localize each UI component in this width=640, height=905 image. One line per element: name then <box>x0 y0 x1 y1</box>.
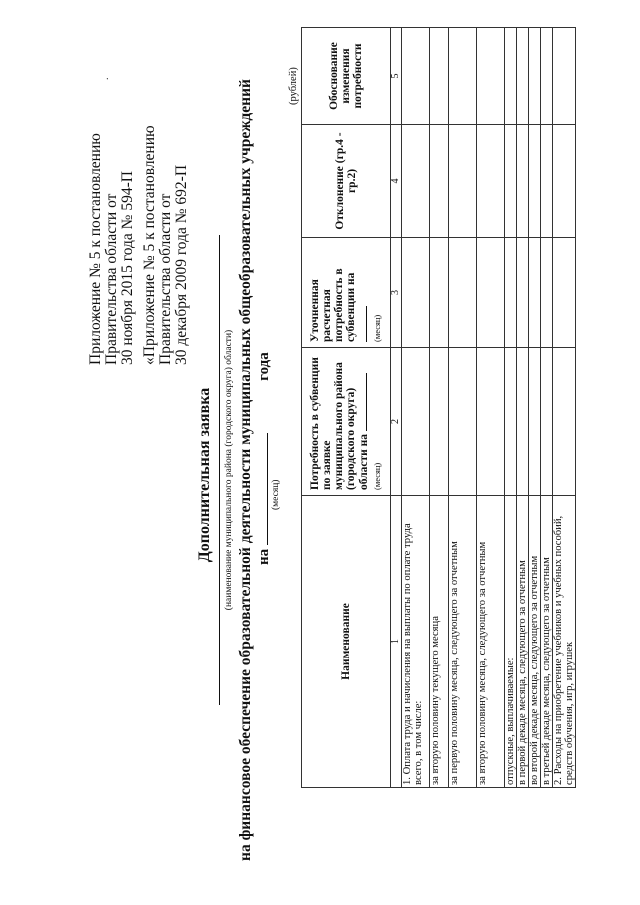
row-label: за вторую половину текущего месяца <box>430 496 449 788</box>
column-header-justification: Обоснование изменения потребности <box>302 28 391 125</box>
table-cell <box>517 348 529 496</box>
table-cell <box>430 28 449 125</box>
table-cell <box>402 348 430 496</box>
table-cell <box>529 238 541 348</box>
table-cell <box>449 348 477 496</box>
appendix-line: 30 декабря 2009 года № 692-П <box>173 164 190 365</box>
column-month-caption: (месяц) <box>372 314 382 342</box>
table-cell <box>477 28 505 125</box>
table-cell <box>477 238 505 348</box>
appendix-reference <box>88 45 136 365</box>
table-cell <box>505 238 517 348</box>
table-cell <box>505 125 517 238</box>
period-prefix: на <box>256 548 272 565</box>
appendix-line: Правительства области от <box>103 193 120 365</box>
table-cell <box>517 28 529 125</box>
table-cell <box>449 28 477 125</box>
row-label: 2. Расходы на приобретение учебников и учебных пособий, средств обучения, игр, игрушек <box>553 496 576 788</box>
column-number: 1 <box>391 496 402 788</box>
table-row <box>505 28 517 788</box>
column-number: 4 <box>391 125 402 238</box>
table-cell <box>402 28 430 125</box>
month-blank <box>255 433 268 545</box>
table-cell <box>430 348 449 496</box>
table-cell <box>529 125 541 238</box>
period-suffix: года <box>256 352 272 381</box>
document-title: Дополнительная заявка <box>196 387 213 563</box>
table-cell <box>529 348 541 496</box>
table-cell <box>477 348 505 496</box>
row-label: во второй декаде месяца, следующего за отчетным <box>529 496 541 788</box>
table-row <box>529 28 541 788</box>
appendix-line: Правительства области от <box>157 193 174 365</box>
table-cell <box>553 28 576 125</box>
month-caption: (месяц) <box>271 479 281 510</box>
appendix-line: Приложение № 5 к постановлению <box>87 133 104 365</box>
period-line <box>255 352 273 565</box>
column-number: 2 <box>391 348 402 496</box>
table-cell <box>505 348 517 496</box>
table-cell <box>505 28 517 125</box>
table-cell <box>541 125 553 238</box>
column-header-deviation: Отклонение (гр.4 - гр.2) <box>302 125 391 238</box>
municipality-blank-line <box>219 235 220 705</box>
table-cell <box>402 238 430 348</box>
table-cell <box>517 238 529 348</box>
table-cell <box>402 125 430 238</box>
appendix-line: «Приложение № 5 к постановлению <box>141 125 158 365</box>
table-cell <box>477 125 505 238</box>
row-label: за вторую половину месяца, следующего за отчетным <box>477 496 505 788</box>
column-number: 5 <box>391 28 402 125</box>
table-cell <box>541 28 553 125</box>
table-row <box>477 28 505 788</box>
row-label: в первой декаде месяца, следующего за отчетным <box>517 496 529 788</box>
row-label: в третьей декаде месяца, следующего за отчетным <box>541 496 553 788</box>
table-cell <box>553 125 576 238</box>
column-number-row <box>391 28 402 788</box>
units-label: (рублей) <box>288 67 299 105</box>
table-cell <box>430 125 449 238</box>
month-blank <box>357 306 367 342</box>
table-row <box>449 28 477 788</box>
table-cell <box>553 238 576 348</box>
column-header-name: Наименование <box>302 496 391 788</box>
row-label: отпускные, выплачиваемые: <box>505 496 517 788</box>
table-cell <box>517 125 529 238</box>
table-row <box>541 28 553 788</box>
table-cell <box>529 28 541 125</box>
municipality-caption: (наименование муниципального района (городского округа) области) <box>224 329 234 611</box>
spacer <box>256 385 268 425</box>
row-label: 1. Оплата труда и начисления на выплаты по оплате труда всего, в том числе: <box>402 496 430 788</box>
corner-mark: . <box>100 77 111 80</box>
table-cell <box>449 238 477 348</box>
table-cell <box>541 348 553 496</box>
table-row <box>430 28 449 788</box>
column-month-caption: (месяц) <box>372 462 382 490</box>
table-cell <box>430 238 449 348</box>
table-cell <box>449 125 477 238</box>
table-cell <box>553 348 576 496</box>
request-table <box>301 27 576 788</box>
table-row <box>517 28 529 788</box>
column-header-refined-need: Уточненная расчетная потребность в субвенции на (месяц) <box>302 238 391 348</box>
column-number: 3 <box>391 238 402 348</box>
table-header-row <box>302 28 391 788</box>
column-header-requested-need: Потребность в субвенции по заявке муниципального района (городского округа) области на (месяц) <box>302 348 391 496</box>
row-label: за первую половину месяца, следующего за отчетным <box>449 496 477 788</box>
table-cell <box>541 238 553 348</box>
table-row <box>402 28 430 788</box>
appendix-previous-reference <box>142 45 190 365</box>
appendix-line: 30 ноября 2015 года № 594-П <box>119 171 136 365</box>
document-subtitle: на финансовое обеспечение образовательной деятельности муниципальных общеобразовательных учреждений <box>237 79 254 861</box>
table-row <box>553 28 576 788</box>
month-blank <box>357 373 367 431</box>
